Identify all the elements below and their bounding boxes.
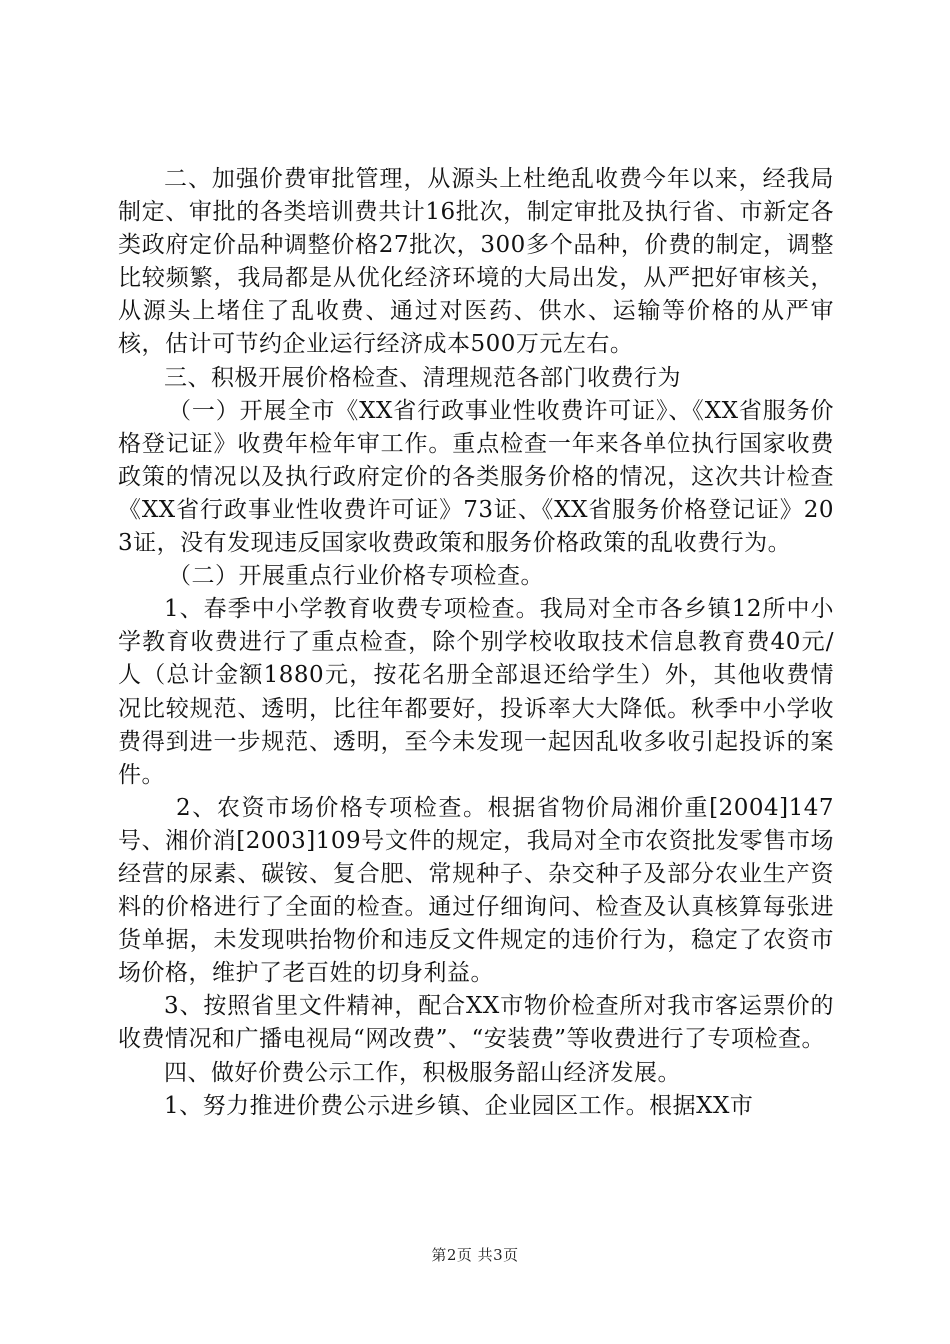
paragraph-transport-fees: 3、按照省里文件精神，配合XX市物价检查所对我市客运票价的收费情况和广播电视局“网改费”、“安装费”等收费进行了专项检查。 bbox=[118, 993, 834, 1053]
paragraph-agri-market: 2、农资市场价格专项检查。根据省物价局湘价重[2004]147号、湘价消[2003]109号文件的规定，我局对全市农资批发零售市场经营的尿素、碳铵、复合肥、常规种子、杂交种子及部分农业生产资料的价格进行了全面的检查。通过仔细询问、检查及认真核算每张进货单据，未发现哄抬物价和违反文件规定的违价行为，稳定了农资市场价格，维护了老百姓的切身利益。 bbox=[118, 794, 834, 987]
page-number-footer: 第2页 共3页 bbox=[431, 1246, 519, 1264]
paragraph-price-approval: 二、加强价费审批管理，从源头上杜绝乱收费今年以来，经我局制定、审批的各类培训费共计16批次，制定审批及执行省、市新定各类政府定价品种调整价格27批次，300多个品种，价费的制定，调整比较频繁，我局都是从优化经济环境的大局出发，从严把好审核关，从源头上堵住了乱收费、通过对医药、供水、运输等价格的从严审核，估计可节约企业运行经济成本500万元左右。 bbox=[118, 166, 834, 358]
paragraph-school-fees: 1、春季中小学教育收费专项检查。我局对全市各乡镇12所中小学教育收费进行了重点检查，除个别学校收取技术信息教育费40元/人（总计金额1880元，按花名册全部退还给学生）外，其他收费情况比较规范、透明，比往年都要好，投诉率大大降低。秋季中小学收费得到进一步规范、透明，至今未发现一起因乱收多收引起投诉的案件。 bbox=[118, 596, 834, 788]
heading-price-inspection: 三、积极开展价格检查、清理规范各部门收费行为 bbox=[164, 364, 681, 391]
paragraph-publicity-towns: 1、努力推进价费公示进乡镇、企业园区工作。根据XX市 bbox=[164, 1092, 754, 1119]
heading-key-industry-inspection: （二）开展重点行业价格专项检查。 bbox=[168, 563, 544, 590]
heading-price-publicity: 四、做好价费公示工作，积极服务韶山经济发展。 bbox=[164, 1059, 681, 1086]
document-body bbox=[118, 163, 834, 1123]
paragraph-license-review: （一）开展全市《XX省行政事业性收费许可证》、《XX省服务价格登记证》收费年检年审工作。重点检查一年来各单位执行国家收费政策的情况以及执行政府定价的各类服务价格的情况，这次共计检查《XX省行政事业性收费许可证》73证、《XX省服务价格登记证》203证，没有发现违反国家收费政策和服务价格政策的乱收费行为。 bbox=[118, 397, 834, 557]
